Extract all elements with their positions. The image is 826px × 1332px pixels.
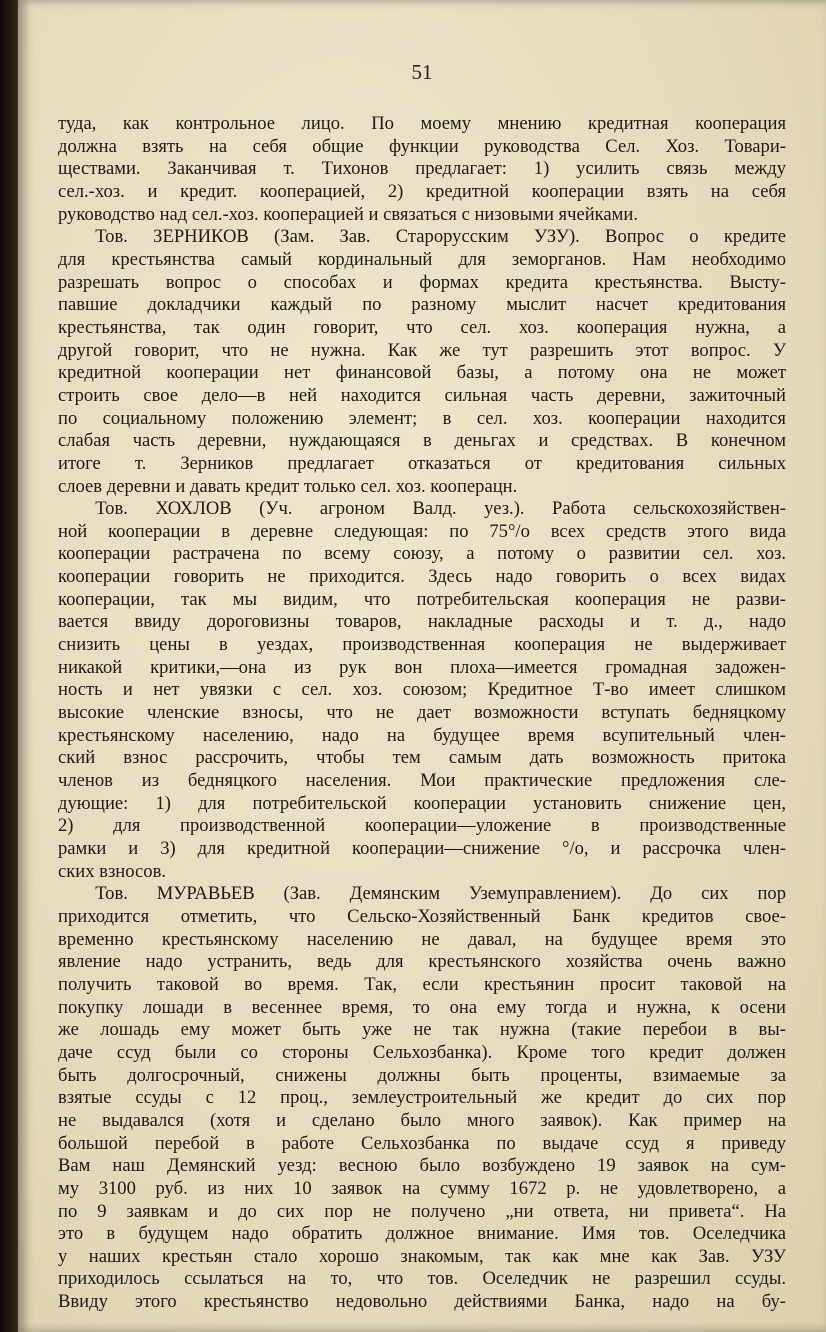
text-line: слабая часть деревни, нуждающаяся в деньгах и средствах. В конечном: [58, 430, 786, 452]
text-line: Вам наш Демянский уезд: весною было возбуждено 19 заявок на сум-: [58, 1155, 786, 1177]
text-line: Тов. МУРАВЬЕВ (Зав. Демянским Уземуправлением). До сих пор: [58, 883, 786, 905]
text-line: ность и нет увязки с сел. хоз. союзом; Кредитное Т-во имеет слишком: [58, 679, 786, 701]
text-line: взятые ссуды с 12 проц., землеустроительный же кредит до сих пор: [58, 1087, 786, 1109]
text-line: у наших крестьян стало хорошо знакомым, так как мне как Зав. УЗУ: [58, 1245, 786, 1267]
text-line: явление надо устранить, ведь для крестьянского хозяйства очень важно: [58, 951, 786, 973]
page-number: 51: [411, 60, 433, 84]
text-line: ной кооперации в деревне следующая: по 75°/o всех средств этого вида: [58, 520, 786, 542]
text-line: для крестьянства самый кординальный для земорганов. Нам необходимо: [58, 248, 786, 270]
text-line: рамки и 3) для кредитной кооперации—снижение °/o, и рассрочка член-: [58, 838, 786, 859]
text-line: сел.-хоз. и кредит. кооперацией, 2) кредитной кооперации взять на себя: [58, 180, 786, 202]
text-line: же лошадь ему может быть уже не так нужна (такие перебои в вы-: [58, 1019, 786, 1041]
text-line: приходится отметить, что Сельско-Хозяйственный Банк кредитов свое-: [58, 905, 786, 927]
text-line: кооперации растрачена по всему союзу, а потому о развитии сел. хоз.: [58, 543, 786, 565]
text-line: это в будущем надо обратить должное внимание. Имя тов. Оселедчика: [58, 1223, 786, 1245]
text-line: ществами. Заканчивая т. Тихонов предлагает: 1) усилить связь между: [58, 158, 786, 180]
text-line: другой говорит, что не нужна. Как же тут разрешить этот вопрос. У: [58, 339, 786, 361]
text-line: получить таковой во время. Так, если крестьянин просит таковой на: [58, 973, 786, 995]
book-page: [18, 0, 826, 1332]
text-line: кооперации, так мы видим, что потребительская кооперация не разви-: [58, 588, 786, 610]
text-line: ских взносов.: [58, 860, 166, 882]
text-line: Тов. ЗЕРНИКОВ (Зам. Зав. Старорусским УЗУ). Вопрос о кредите: [58, 226, 786, 248]
text-line: крестьянскому населению, надо на будущее время всупительный член-: [58, 724, 786, 746]
text-line: временно крестьянскому населению не давал, на будущее время это: [58, 928, 786, 950]
text-line: Тов. ХОХЛОВ (Уч. агроном Валд. уез.). Работа сельскохозяйствен-: [58, 498, 786, 520]
text-line: строить свое дело—в ней находится сильная часть деревни, зажиточный: [58, 384, 786, 406]
text-line: туда, как контрольное лицо. По моему мнению кредитная кооперация: [58, 113, 786, 134]
text-line: разрешать вопрос о способах и формах кредита крестьянства. Высту-: [58, 271, 786, 293]
text-line: му 3100 руб. из них 10 заявок на сумму 1672 р. не удовлетворено, а: [58, 1177, 786, 1199]
text-line: покупку лошади в весеннее время, то она ему тогда и нужна, к осени: [58, 996, 786, 1018]
text-line: руководство над сел.-хоз. кооперацией и связаться с низовыми ячейками.: [58, 203, 639, 225]
text-line: крестьянства, так один говорит, что сел. хоз. кооперация нужна, а: [58, 316, 786, 338]
text-line: слоев деревни и давать кредит только сел. хоз. кооперацн.: [58, 475, 518, 497]
text-line: Ввиду этого крестьянство недовольно действиями Банка, надо на бу-: [58, 1291, 786, 1313]
text-line: 2) для производственной кооперации—уложение в производственные: [58, 815, 786, 837]
text-line: павшие докладчики каждый по разному мыслит насчет кредитования: [58, 294, 786, 316]
text-line: снизить цены в уездах, производственная кооперация не выдерживает: [58, 634, 786, 656]
text-line: большой перебой в работе Сельхозбанка по выдаче ссуд я приведу: [58, 1132, 786, 1154]
text-line: никакой критики,—она из рук вон плоха—имеется громадная задожен-: [58, 656, 786, 678]
text-line: итоге т. Зерников предлагает отказаться от кредитования сильных: [58, 452, 786, 474]
text-line: по 9 заявкам и до сих пор не получено „ни ответа, ни привета“. На: [58, 1200, 786, 1222]
text-line: по социальному положению элемент; в сел. хоз. кооперации находится: [58, 407, 786, 429]
text-line: приходилось ссылаться на то, что тов. Оселедчик не разрешил ссуды.: [58, 1268, 786, 1290]
text-line: вается ввиду дороговизны товаров, накладные расходы и т. д., надо: [58, 611, 786, 633]
text-line: кредитной кооперации нет финансовой базы, а потому она не может: [58, 362, 786, 384]
text-line: членов из бедняцкого населения. Мои практические предложения сле-: [58, 770, 786, 792]
text-line: ский взнос рассрочить, чтобы тем самым дать возможность притока: [58, 747, 786, 769]
text-line: даче ссуд были со стороны Сельхозбанка). Кроме того кредит должен: [58, 1041, 786, 1063]
text-line: должна взять на себя общие функции руководства Сел. Хоз. Товари-: [58, 135, 786, 157]
body-text: [58, 113, 786, 1314]
text-line: дующие: 1) для потребительской кооперации установить снижение цен,: [58, 792, 786, 814]
text-line: высокие членские взносы, что не дает возможности вступать бедняцкому: [58, 702, 786, 724]
text-line: быть долгосрочный, снижены должны быть проценты, взимаемые за: [58, 1064, 786, 1086]
text-line: не выдавался (хотя и сделано было много заявок). Как пример на: [58, 1109, 786, 1131]
text-line: кооперации говорить не приходится. Здесь надо говорить о всех видах: [58, 566, 786, 588]
